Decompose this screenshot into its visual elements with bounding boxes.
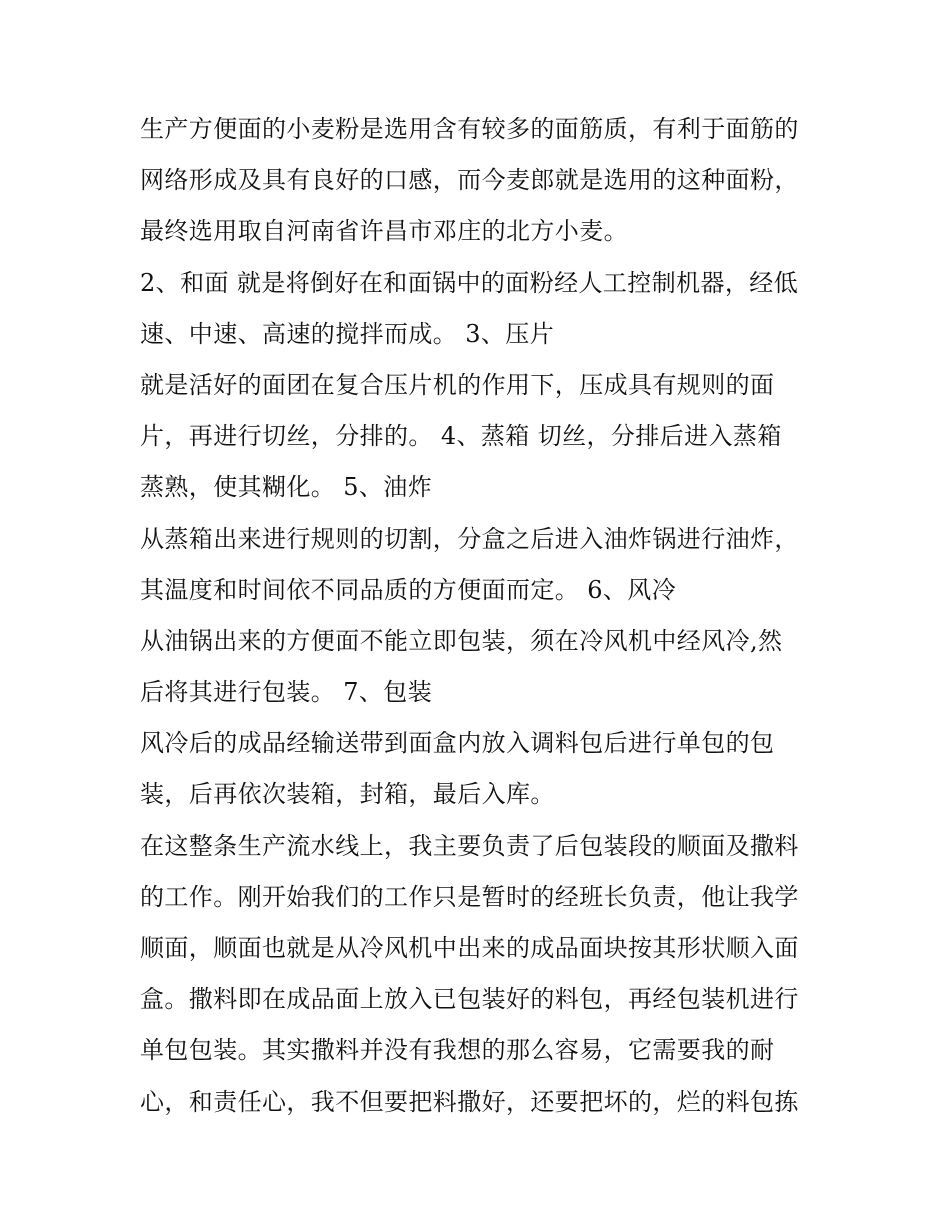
text-line: 速、中速、高速的搅拌而成。 3、压片 xyxy=(140,319,555,348)
text-line: 的工作。刚开始我们的工作只是暂时的经班长负责，他让我学 xyxy=(140,882,799,911)
text-line: 单包包装。其实撒料并没有我想的那么容易，它需要我的耐 xyxy=(140,1036,775,1065)
text-line: 盒。撒料即在成品面上放入已包装好的料包，再经包装机进行 xyxy=(140,985,799,1014)
text-line: 其温度和时间依不同品质的方便面而定。 6、风冷 xyxy=(140,575,677,604)
text-line: 片，再进行切丝，分排的。 4、蒸箱 切丝，分排后进入蒸箱 xyxy=(140,422,782,451)
text-line: 从油锅出来的方便面不能立即包装，须在冷风机中经风冷,然 xyxy=(140,626,783,655)
text-line: 最终选用取自河南省许昌市邓庄的北方小麦。 xyxy=(140,217,628,246)
text-line: 从蒸箱出来进行规则的切割，分盒之后进入油炸锅进行油炸， xyxy=(140,524,799,553)
text-line: 心，和责任心，我不但要把料撒好，还要把坏的，烂的料包拣 xyxy=(140,1087,799,1116)
text-line: 网络形成及具有良好的口感，而今麦郎就是选用的这种面粉， xyxy=(140,166,799,195)
text-line: 蒸熟，使其糊化。 5、油炸 xyxy=(140,473,433,502)
text-line: 后将其进行包装。 7、包装 xyxy=(140,678,433,707)
text-line: 生产方便面的小麦粉是选用含有较多的面筋质，有利于面筋的 xyxy=(140,115,799,143)
text-line: 就是活好的面团在复合压片机的作用下，压成具有规则的面 xyxy=(140,370,775,399)
document-page xyxy=(140,104,820,1128)
text-line: 在这整条生产流水线上，我主要负责了后包装段的顺面及撒料 xyxy=(140,831,799,860)
text-line: 顺面，顺面也就是从冷风机中出来的成品面块按其形状顺入面 xyxy=(140,934,799,962)
text-line: 2、和面 就是将倒好在和面锅中的面粉经人工控制机器，经低 xyxy=(140,268,799,297)
text-line: 风冷后的成品经输送带到面盒内放入调料包后进行单包的包 xyxy=(140,729,775,758)
text-line: 装，后再依次装箱，封箱，最后入库。 xyxy=(140,780,555,809)
